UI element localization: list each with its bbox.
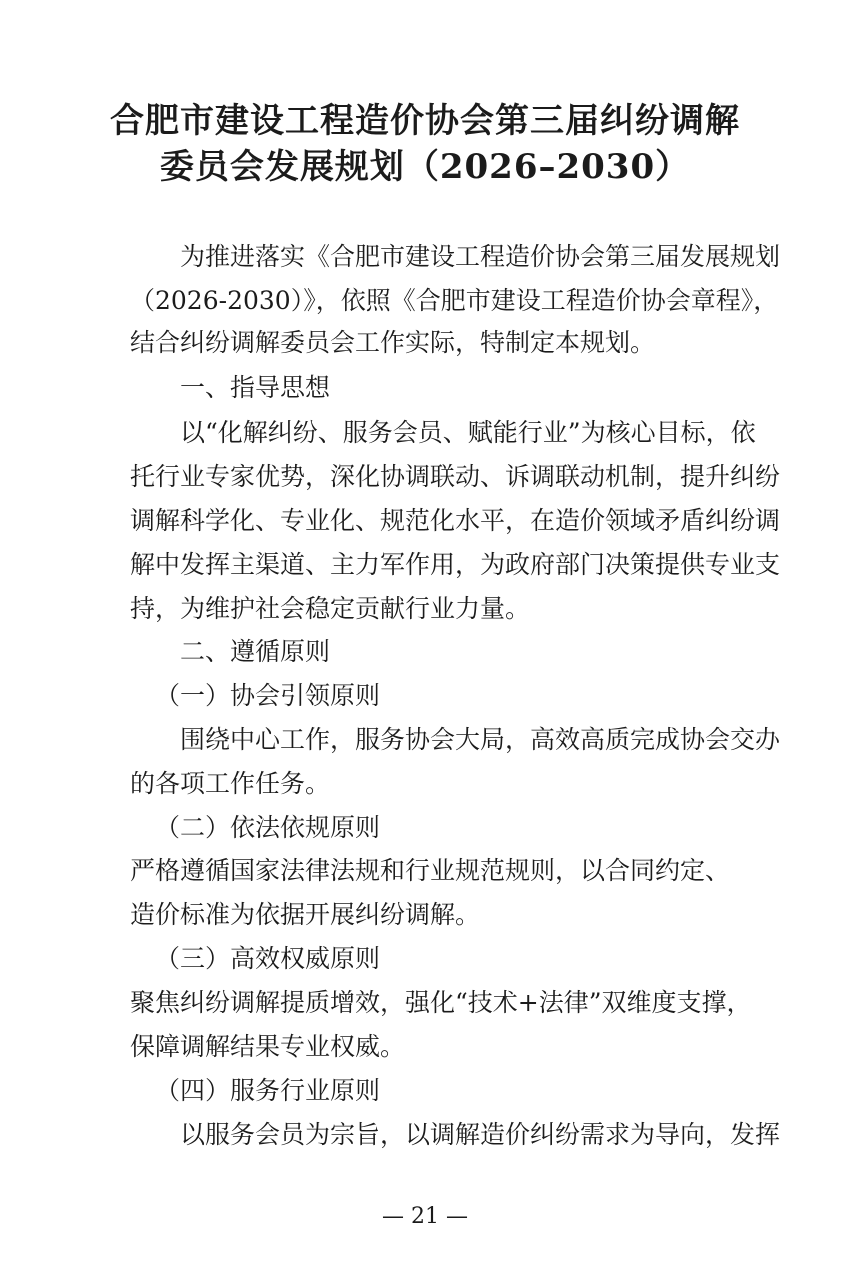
document-title-line-1: 合肥市建设工程造价协会第三届纠纷调解: [110, 101, 740, 141]
document-title-line-2: 委员会发展规划（2026–2030）: [159, 147, 691, 187]
intro-line-2: （2026-2030）》，依照《合肥市建设工程造价协会章程》，: [130, 286, 779, 315]
page-number: — 21 —: [382, 1204, 468, 1229]
principle-3-line-2: 保障调解结果专业权威。: [130, 1032, 406, 1061]
principle-3-heading: （三）高效权威原则: [155, 944, 381, 973]
section-1-line-5: 持，为维护社会稳定贡献行业力量。: [130, 594, 531, 623]
principle-2-line-1: 严格遵循国家法律法规和行业规范规则，以合同约定、: [130, 856, 731, 885]
intro-line-1: 为推进落实《合肥市建设工程造价协会第三届发展规划: [180, 242, 781, 271]
section-2-heading: 二、遵循原则: [180, 637, 331, 666]
principle-2-heading: （二）依法依规原则: [155, 813, 381, 842]
section-1-line-3: 调解科学化、专业化、规范化水平，在造价领域矛盾纠纷调: [130, 506, 781, 535]
principle-4-heading: （四）服务行业原则: [155, 1076, 381, 1105]
principle-4-line-1: 以服务会员为宗旨，以调解造价纠纷需求为导向，发挥: [180, 1120, 781, 1149]
principle-3-line-1: 聚焦纠纷调解提质增效，强化“技术+法律”双维度支撑，: [130, 988, 752, 1017]
principle-1-heading: （一）协会引领原则: [155, 681, 381, 710]
principle-2-line-2: 造价标准为依据开展纠纷调解。: [130, 900, 481, 929]
section-1-line-2: 托行业专家优势，深化协调联动、诉调联动机制，提升纠纷: [130, 462, 781, 491]
intro-line-3: 结合纠纷调解委员会工作实际，特制定本规划。: [130, 328, 656, 357]
principle-1-line-1: 围绕中心工作，服务协会大局，高效高质完成协会交办: [180, 725, 781, 754]
section-1-heading: 一、指导思想: [180, 373, 331, 402]
section-1-line-1: 以“化解纠纷、服务会员、赋能行业”为核心目标，依: [180, 418, 756, 447]
section-1-line-4: 解中发挥主渠道、主力军作用，为政府部门决策提供专业支: [130, 550, 781, 579]
principle-1-line-2: 的各项工作任务。: [130, 769, 331, 798]
